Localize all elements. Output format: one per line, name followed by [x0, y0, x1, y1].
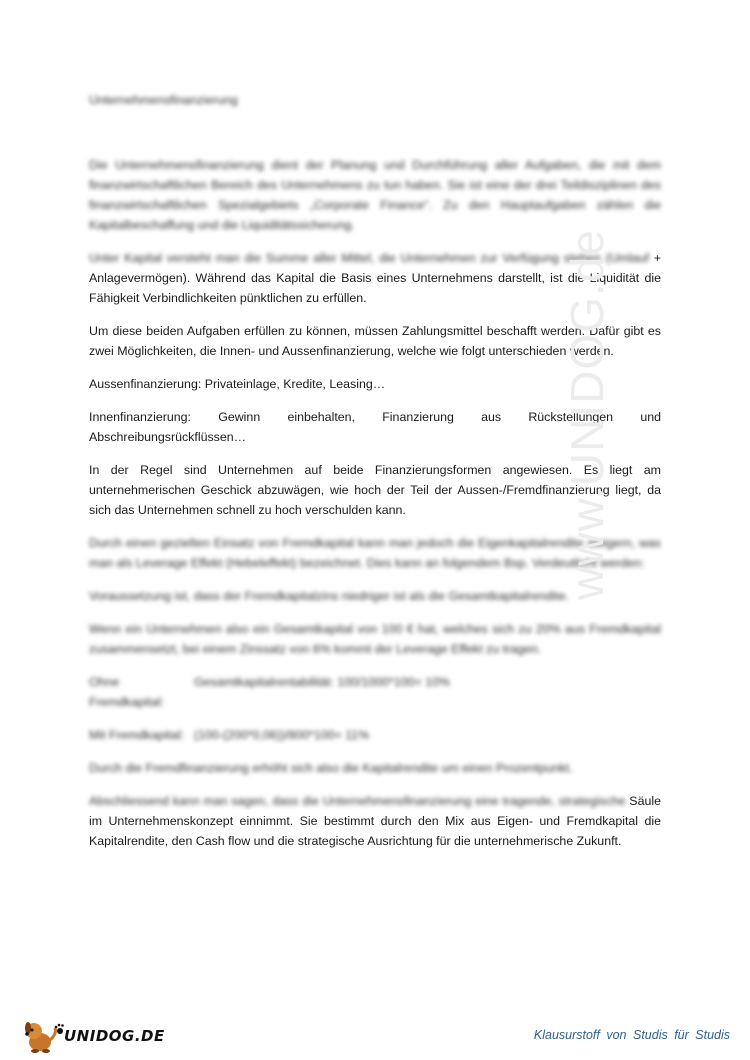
calc-row-mit: [89, 725, 661, 745]
paragraph-intro: Die Unternehmensfinanzierung dient der Planung und Durchführung aller Aufgaben, die mit dem finanzwirtschaftlichen Bereich des Unternehmens zu tun haben. Sie ist eine der drei Teildisziplinen des finanzwirtschaftlichen Spezialgebiets „Corporate Finance“. Zu den Hauptaufgaben zählen die Kapitalbeschaffung und die Liquiditätssicherung.: [89, 158, 661, 232]
paragraph-ergebnis: Durch die Fremdfinanzierung erhöht sich also die Kapitalrendite um einen Prozentpunkt.: [89, 761, 573, 775]
calc-label-mit: Mit Fremdkapital:: [89, 728, 185, 742]
paragraph-regel: In der Regel sind Unternehmen auf beide Finanzierungsformen angewiesen. Es liegt am unternehmerischen Geschick abzuwägen, wie hoch der Teil der Aussen-/Fremdfinanzierung liegt, da sich das Unternehmen schnell zu hoch verschulden kann.: [89, 463, 661, 517]
paragraph-leverage: Durch einen gezielten Einsatz von Fremdkapital kann man jedoch die Eigenkapitalrendite steigern, was man als Leverage Effekt (Hebeleffekt) bezeichnet. Dies kann an folgendem Bsp. Verdeutlicht werden:: [89, 536, 661, 570]
watermark: www.UNIDOG.de: [561, 229, 613, 600]
paragraph-kapital-visible: + Anlagevermögen). Während das Kapital die Basis eines Unternehmens darstellt, ist die Liquidität die Fähigkeit Verbindlichkeiten pünktlichen zu erfüllen.: [89, 251, 661, 305]
calc-value-mit: (100-(200*0,06))/800*100= 11%: [194, 728, 370, 742]
paragraph-fazit-blurred: Abschliessend kann man sagen, dass die Unternehmensfinanzierung eine tragende, strategische: [89, 794, 626, 808]
calc-row-ohne: [89, 672, 661, 712]
paragraph-voraussetzung: Voraussetzung ist, dass der Fremdkapitalzins niedriger ist als die Gesamtkapitalrendite.: [89, 589, 570, 603]
calc-value-ohne: Gesamtkapitalrentabilität: 100/1000*100= 10%: [194, 675, 450, 689]
paragraph-aufgaben: Um diese beiden Aufgaben erfüllen zu können, müssen Zahlungsmittel beschafft werden. Dafür gibt es zwei Möglichkeiten, die Innen- und Aussenfinanzierung, welche wie folgt unterschieden werden.: [89, 324, 661, 358]
document-title: Unternehmensfinanzierung: [89, 93, 238, 107]
logo-text: UNIDOG.DE: [64, 1027, 165, 1045]
paragraph-fazit: [89, 791, 661, 851]
unidog-logo: [20, 1018, 165, 1054]
paragraph-innenfinanzierung: Innenfinanzierung: Gewinn einbehalten, Finanzierung aus Rückstellungen und Abschreibungsrückflüssen…: [89, 410, 661, 444]
paragraph-kapital-blurred: Unter Kapital versteht man die Summe aller Mittel, die Unternehmen zur Verfügung stehen (Umlauf: [89, 251, 649, 265]
paragraph-aussenfinanzierung: Aussenfinanzierung: Privateinlage, Kredite, Leasing…: [89, 377, 386, 391]
paragraph-fazit-visible: Säule im Unternehmenskonzept einnimmt. Sie bestimmt durch den Mix aus Eigen- und Fremdkapital die Kapitalrendite, den Cash flow und die strategische Ausrichtung für die unternehmerische Zukunft.: [89, 794, 661, 848]
paragraph-beispiel: Wenn ein Unternehmen also ein Gesamtkapital von 100 € hat, welches sich zu 20% aus Fremdkapital zusammensetzt, bei einem Zinssatz von 6% kommt der Leverage Effekt zu tragen.: [89, 622, 661, 656]
calc-label-ohne: Ohne Fremdkapital:: [89, 675, 165, 709]
footer-tagline: Klausurstoff von Studis für Studis: [533, 1028, 730, 1042]
